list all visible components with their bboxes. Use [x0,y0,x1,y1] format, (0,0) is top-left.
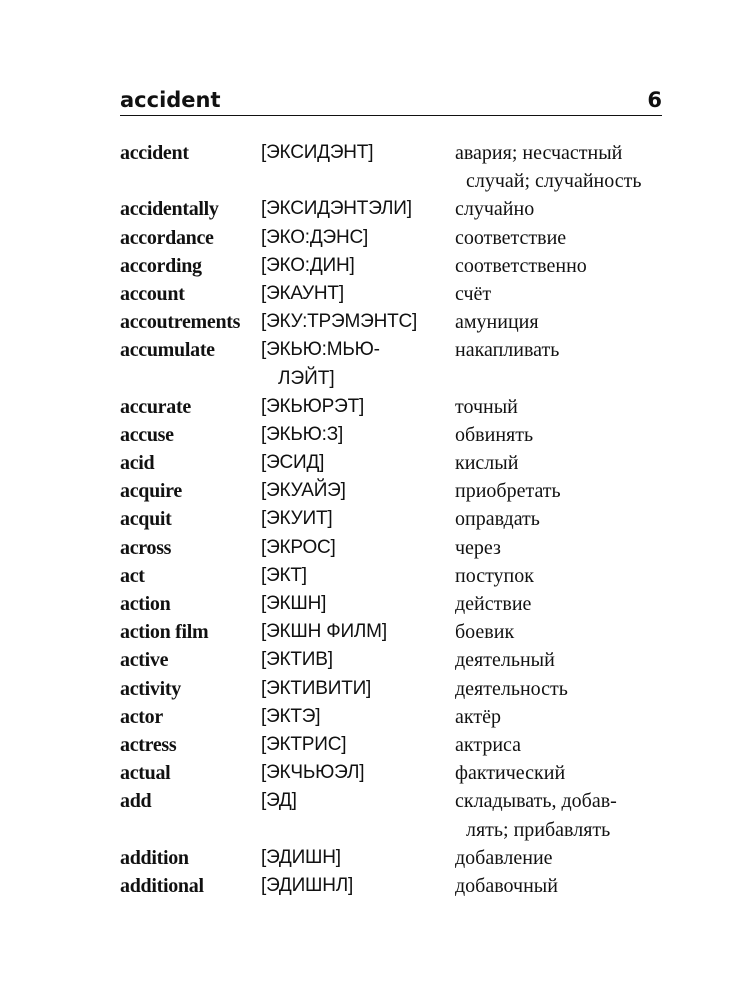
entry-word: action [120,593,171,615]
dictionary-entry [120,252,665,280]
entry-pronunciation: [ЭКСИДЭНТЭЛИ] [261,198,412,220]
entry-translation: поступок [455,564,534,587]
entry-word: accident [120,142,189,164]
dictionary-entry [120,675,665,703]
entry-pronunciation: [ЭКО:ДИН] [261,254,355,276]
dictionary-entry [120,590,665,618]
entry-word: acquit [120,508,172,531]
entry-pronunciation: [ЭКУАЙЭ] [261,480,346,502]
entry-pronunciation: [ЭКЬЮРЭТ] [261,395,365,417]
entry-word: according [120,254,202,277]
entry-pronunciation: [ЭДИШНЛ] [261,874,354,896]
entry-pronunciation-continued: ЛЭЙТ] [278,367,335,389]
entry-pronunciation: [ЭКЬЮ:З] [261,423,344,445]
entry-word: acquire [120,480,182,503]
entry-translation: фактический [455,762,566,785]
dictionary-entry [120,618,665,646]
entry-translation: складывать, добав- [455,790,617,813]
page-header [120,88,662,116]
entry-word: active [120,649,169,672]
dictionary-entry [120,759,665,787]
entry-word: accumulate [120,339,215,362]
entry-pronunciation: [ЭКТ] [261,564,307,586]
dictionary-entry [120,421,665,449]
entry-word: act [120,564,145,587]
entry-word: additional [120,874,204,897]
dictionary-entry [120,731,665,759]
entry-word: addition [120,846,189,869]
dictionary-entry [120,393,665,421]
entry-translation: соответственно [455,254,587,277]
entry-word: across [120,536,172,559]
entry-pronunciation: [ЭКЧЬЮЭЛ] [261,762,365,784]
dictionary-entry [120,703,665,731]
entry-pronunciation: [ЭД] [261,790,297,812]
entry-translation: действие [455,593,532,615]
entry-translation: приобретать [455,480,561,503]
entry-translation: накапливать [455,339,560,362]
entry-translation: авария; несчастный [455,142,623,164]
entry-pronunciation: [ЭКТРИС] [261,733,347,755]
entry-pronunciation: [ЭКЬЮ:МЬЮ- [261,339,380,361]
dictionary-entry [120,195,665,223]
entry-pronunciation: [ЭКТИВ] [261,649,333,671]
dictionary-entry [120,646,665,674]
entry-translation: кислый [455,452,519,475]
entry-translation: добавочный [455,874,558,897]
dictionary-entry [120,534,665,562]
entry-translation: боевик [455,621,515,644]
entry-translation: амуниция [455,311,539,334]
entry-word: accurate [120,395,191,418]
dictionary-entry [120,562,665,590]
dictionary-entry [120,872,665,900]
entry-translation: счёт [455,282,492,305]
entry-word: activity [120,677,181,700]
entry-pronunciation: [ЭКСИДЭНТ] [261,142,374,163]
entry-translation: актёр [455,705,501,728]
entry-translation: деятельный [455,649,555,672]
entry-word: accidentally [120,198,219,221]
entry-word: accordance [120,226,214,249]
entry-word: accuse [120,423,174,446]
entry-translation: соответствие [455,226,567,249]
entry-word: actor [120,705,163,728]
entry-translation: деятельность [455,677,568,700]
entry-translation: обвинять [455,423,534,446]
header-word: accident [120,88,221,112]
entry-pronunciation: [ЭКШН] [261,593,327,614]
entry-translation: точный [455,395,518,418]
entry-pronunciation: [ЭДИШН] [261,846,341,868]
entry-translation: актриса [455,733,522,756]
entry-translation: через [455,536,501,559]
entry-pronunciation: [ЭКУИТ] [261,508,333,530]
entry-word: actual [120,762,171,785]
entry-translation: добавление [455,846,553,869]
dictionary-entry [120,505,665,533]
entry-translation: оправдать [455,508,540,531]
dictionary-entry [120,280,665,308]
entry-translation-continued: случай; случайность [466,170,642,193]
entry-pronunciation: [ЭКШН ФИЛМ] [261,621,387,643]
page-number: 6 [647,88,662,112]
entry-pronunciation: [ЭКТИВИТИ] [261,677,372,699]
entry-translation-continued: лять; прибавлять [466,818,611,841]
dictionary-entry [120,308,665,336]
dictionary-entry [120,224,665,252]
dictionary-entry [120,787,665,843]
entry-pronunciation: [ЭКРОС] [261,536,336,558]
dictionary-entry [120,336,665,392]
entry-pronunciation: [ЭСИД] [261,452,325,474]
entry-word: account [120,282,185,305]
entry-word: acid [120,452,155,475]
dictionary-entry [120,844,665,872]
dictionary-entry [120,477,665,505]
entry-word: accoutrements [120,311,241,334]
entry-pronunciation: [ЭКАУНТ] [261,282,344,304]
entry-word: add [120,790,152,813]
entry-pronunciation: [ЭКТЭ] [261,705,321,727]
entry-word: action film [120,621,209,644]
entry-pronunciation: [ЭКО:ДЭНС] [261,226,369,248]
dictionary-entry [120,449,665,477]
dictionary-entries [120,139,665,900]
entry-pronunciation: [ЭКУ:ТРЭМЭНТС] [261,311,418,333]
dictionary-entry [120,139,665,195]
entry-translation: случайно [455,198,535,221]
entry-word: actress [120,733,177,756]
